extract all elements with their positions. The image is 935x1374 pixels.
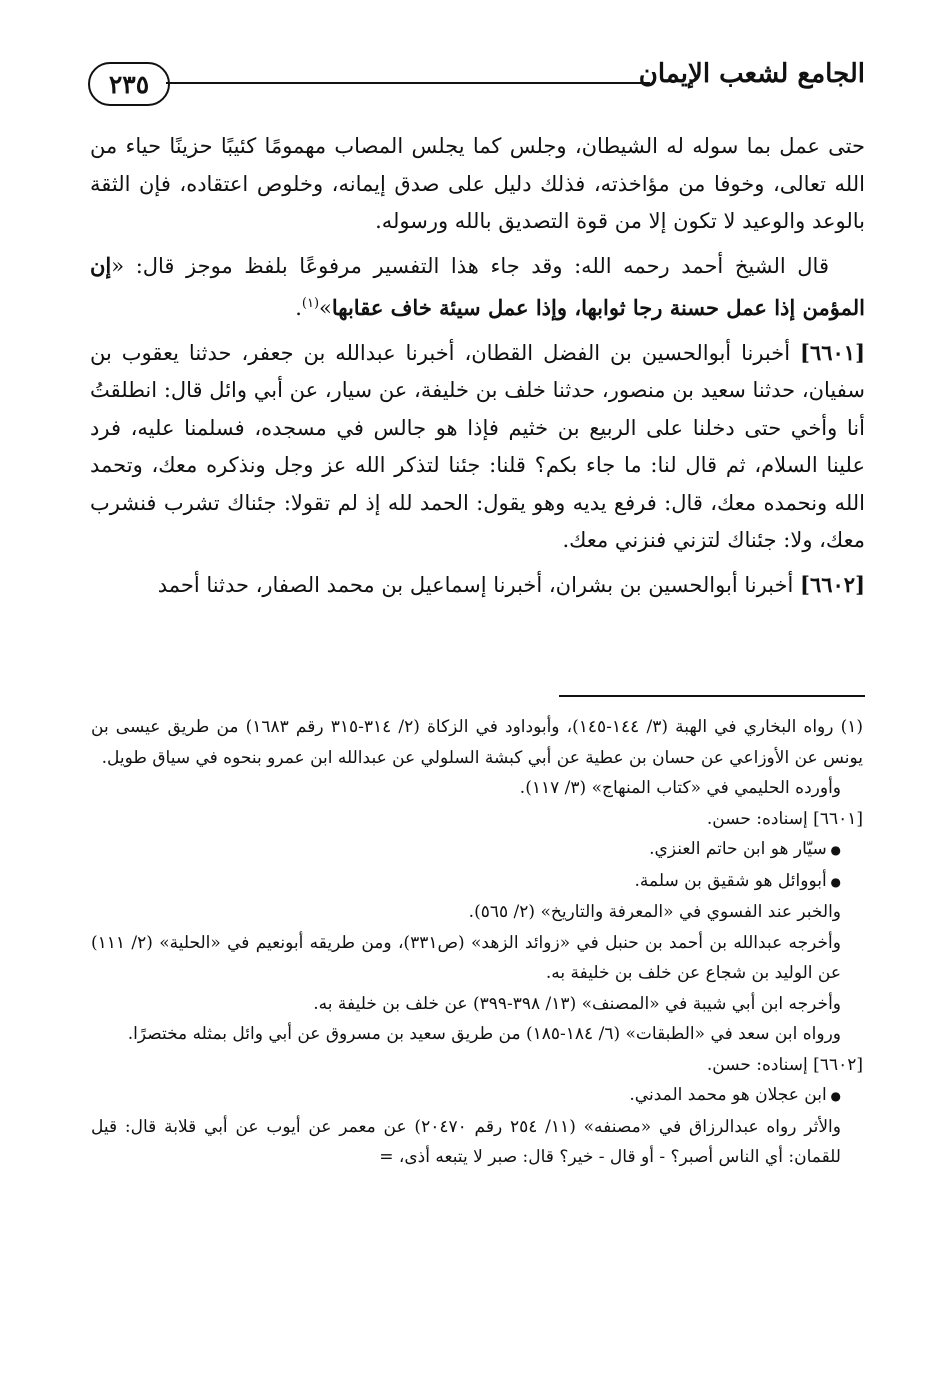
note-6601-head: [٦٦٠١] إسناده: حسن. (706, 808, 863, 829)
page-header (88, 55, 865, 117)
note-6602-head: [٦٦٠٢] إسناده: حسن. (706, 1054, 863, 1075)
hadith-6601 (90, 334, 865, 560)
hadith-quote: إن المؤمن إذا عمل حسنة رجا ثوابها، وإذا عمل سيئة خاف عقابها (90, 252, 865, 320)
footnotes (91, 712, 863, 1173)
paragraph-1: حتى عمل بما سوله له الشيطان، وجلس كما يجلس المصاب مهمومًا كئيبًا حزينًا حياء من الله تعالى، وخوفا من مؤاخذته، فذلك دليل على صدق إيمانه، وخلوص اعتقاده، فإن الثقة بالوعد والوعيد لا تكون إلا من قوة التصديق بالله ورسوله. (90, 134, 865, 233)
note-6601-line-3: وأخرجه ابن أبي شيبة في «المصنف» (١٣/ ٣٩٨-٣٩٩) عن خلف بن خليفة به. (313, 993, 841, 1014)
note-6601-bullet-2: ● أبووائل هو شقيق بن سلمة. (91, 866, 863, 898)
footnote-separator (559, 695, 865, 697)
hadith-number-6602: [٦٦٠٢] (800, 571, 865, 597)
hadith-text-6601: أخبرنا أبوالحسين بن الفضل القطان، أخبرنا عبدالله بن جعفر، حدثنا يعقوب بن سفيان، حدثنا سعيد بن منصور، حدثنا خلف بن خليفة، عن سيار، عن أبي وائل قال: انطلقتُ أنا وأخي حتى دخلنا على الربيع بن خثيم فإذا هو جالس في مسجده، فسلمنا عليه، فرد علينا السلام، ثم قال لنا: ما جاء بكم؟ قلنا: جئنا لتذكر الله عز وجل ونذكره معك، وتحمد الله ونحمده معك، قال: فرفع يديه وهو يقول: الحمد لله إذ لم تقولا: جئناك تشرب فنشرب معك، ولا: جئناك لتزني فنزني معك. (90, 340, 865, 552)
paragraph-2 (90, 247, 865, 328)
note-6601-line-4: ورواه ابن سعد في «الطبقات» (٦/ ١٨٤-١٨٥) من طريق سعيد بن مسروق عن أبي وائل بمثله مختصرًا. (127, 1024, 841, 1044)
note-6601-bullet-1: ● سيّار هو ابن حاتم العنزي. (91, 834, 863, 866)
header-rule (166, 82, 650, 84)
hadith-6602 (90, 566, 865, 605)
book-title: الجامع لشعب الإيمان (638, 59, 865, 89)
continuation-mark: = (379, 1147, 394, 1167)
main-text (90, 128, 865, 610)
paragraph-2-end: . (295, 296, 302, 320)
page-number: ٢٣٥ (88, 62, 170, 106)
hadith-text-6602: أخبرنا أبوالحسين بن بشران، أخبرنا إسماعيل بن محمد الصفار، حدثنا أحمد (157, 572, 800, 597)
note-6602-text: والأثر رواه عبدالرزاق في «مصنفه» (١١/ ٢٥٤ رقم ٢٠٤٧٠) عن معمر عن أيوب عن أبي قلابة قال: قيل للقمان: أي الناس أصبر؟ - أو قال - خير؟ قال: صبر لا يتبعه أذى، (91, 1116, 841, 1167)
note-6601-line-2: وأخرجه عبدالله بن أحمد بن حنبل في «زوائد الزهد» (ص٣٣١)، ومن طريقه أبونعيم في «الحلية» (٢/ ١١١) عن الوليد بن شجاع عن خلف بن خليفة به. (91, 932, 841, 983)
hadith-number-6601: [٦٦٠١] (800, 339, 865, 365)
note-6601-line-1: والخبر عند الفسوي في «المعرفة والتاريخ» (٢/ ٥٦٥). (468, 902, 841, 922)
note-6602-line-1 (91, 1112, 863, 1173)
footnote-1-continuation: وأورده الحليمي في «كتاب المنهاج» (٣/ ١١٧). (519, 778, 841, 798)
note-6602-bullet-1: ● ابن عجلان هو محمد المدني. (91, 1080, 863, 1112)
paragraph-2-intro: قال الشيخ أحمد رحمه الله: وقد جاء هذا التفسير مرفوعًا بلفظ موجز قال: « (111, 253, 829, 278)
footnote-1: (١) رواه البخاري في الهبة (٣/ ١٤٤-١٤٥)، وأبوداود في الزكاة (٢/ ٣١٤-٣١٥ رقم ١٦٨٣) من طريق عيسى بن يونس عن الأوزاعي عن حسان بن عطية عن أبي كبشة السلولي عن عبدالله ابن عمرو بنحوه في سياق طويل. (91, 717, 863, 768)
quote-close: » (319, 296, 332, 320)
footnote-ref-1: (١) (301, 296, 320, 311)
